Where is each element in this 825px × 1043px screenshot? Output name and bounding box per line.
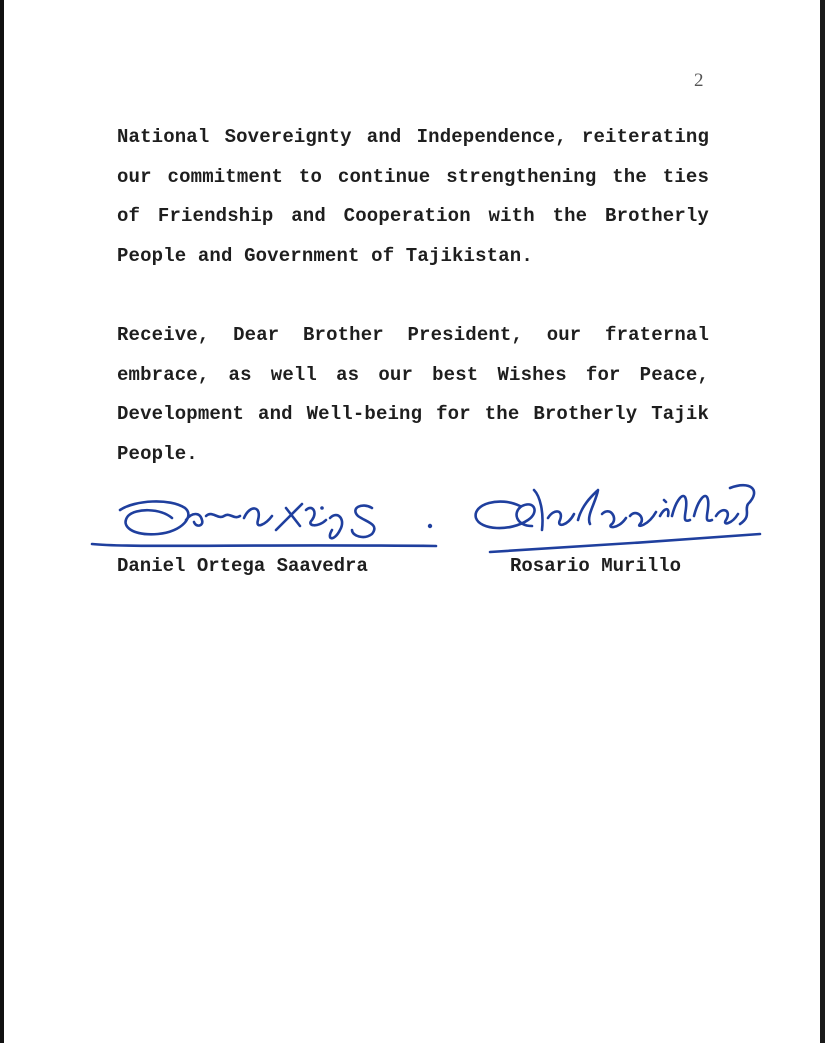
- letter-paragraph-closing: National Sovereignty and Independence, reiterating our commitment to continue strengthening the ties of Friendship and Cooperation with the Brotherly People and Government of Tajikistan.: [117, 126, 709, 267]
- signatures: [0, 460, 825, 570]
- letter-paragraph-farewell: Receive, Dear Brother President, our fraternal embrace, as well as our best Wishes for Peace, Development and Well-being for the Brotherly Tajik People.: [117, 324, 709, 465]
- signer-name-daniel-ortega: Daniel Ortega Saavedra: [117, 555, 368, 577]
- signature-daniel-ortega: [92, 501, 436, 546]
- signer-name-rosario-murillo: Rosario Murillo: [510, 555, 682, 577]
- page-number: 2: [694, 70, 704, 91]
